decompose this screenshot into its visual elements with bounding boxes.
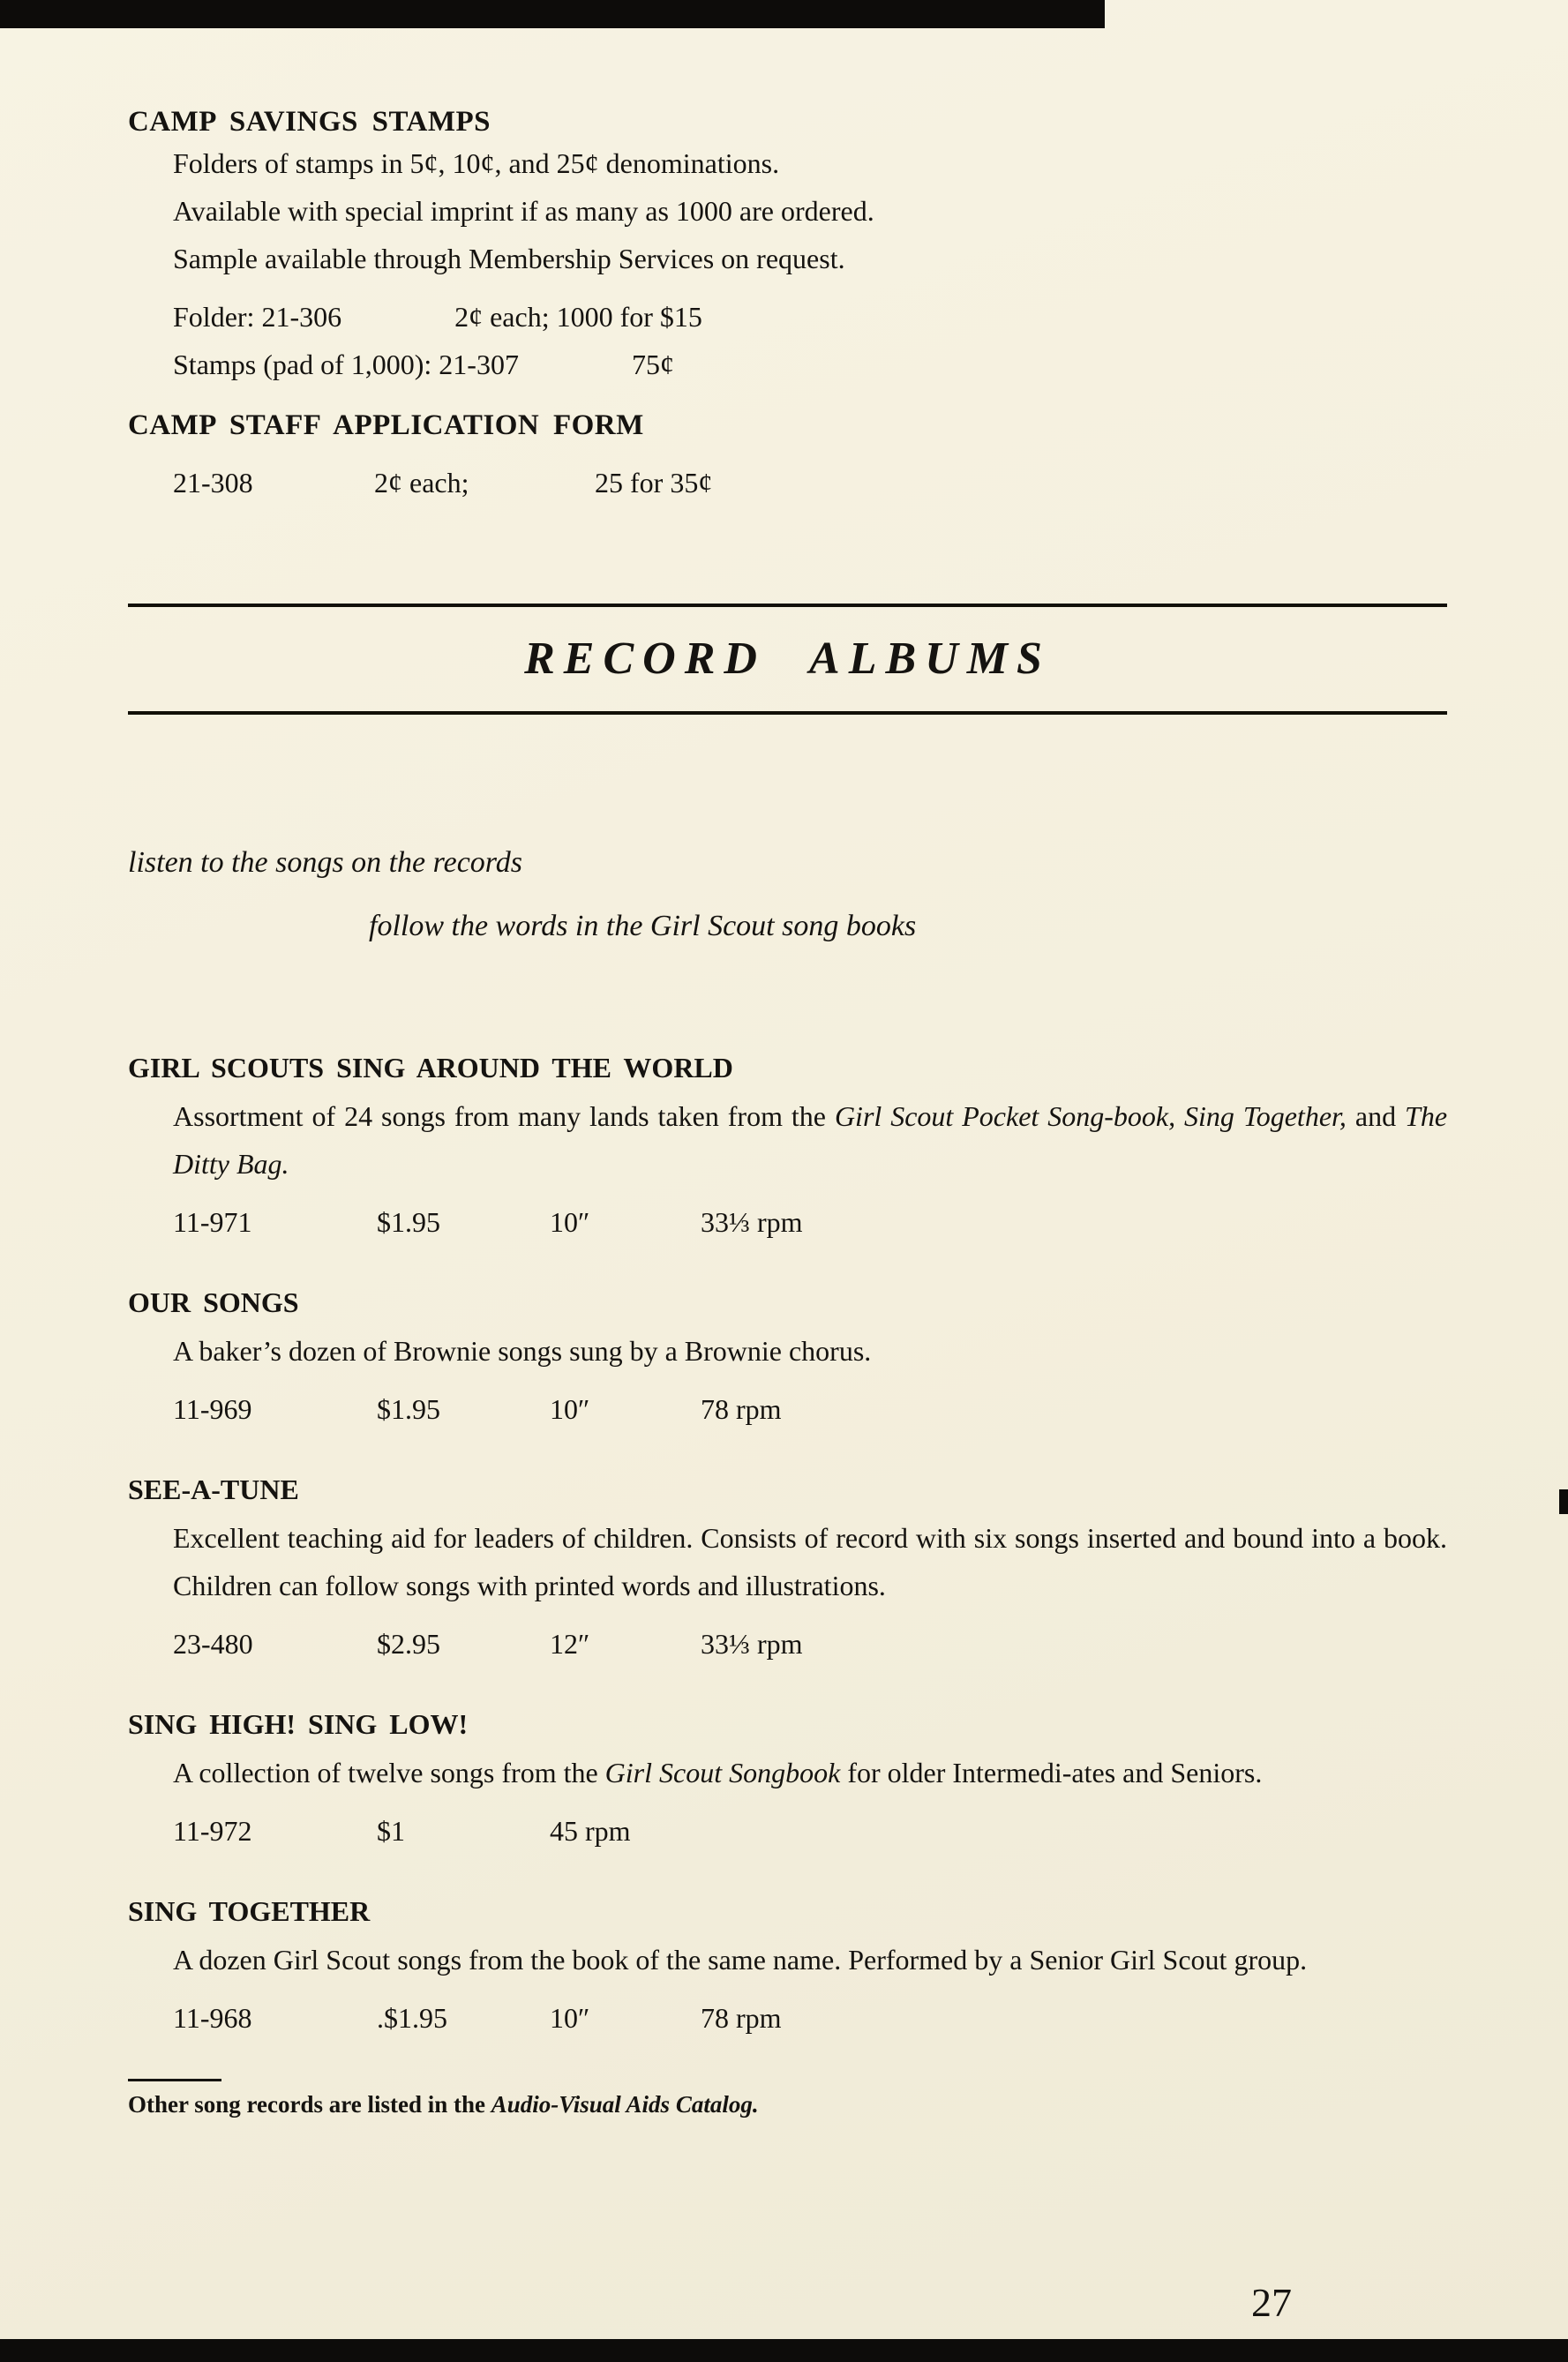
- album-speed: 45 rpm: [550, 1815, 631, 1847]
- desc-text: A collection of twelve songs from the: [173, 1757, 605, 1788]
- album-sing-together: [128, 1892, 1447, 2042]
- page-number: 27: [1251, 2280, 1292, 2325]
- album-price: .$1.95: [377, 2002, 447, 2034]
- album-code: 11-972: [173, 1815, 252, 1847]
- album-title: SING TOGETHER: [128, 1895, 371, 1927]
- album-sing-high-sing-low: [128, 1705, 1447, 1855]
- section-rule-top: [128, 604, 1447, 607]
- album-title: GIRL SCOUTS SING AROUND THE WORLD: [128, 1052, 733, 1084]
- album-speed: 78 rpm: [701, 1393, 782, 1425]
- album-code: 11-971: [173, 1206, 252, 1238]
- album-specs: [173, 1620, 1447, 1668]
- camp-staff-order-line: [173, 459, 1447, 506]
- desc-book-title: Girl Scout Songbook: [604, 1757, 841, 1788]
- section-rule-bottom: [128, 711, 1447, 715]
- desc-text: for older Intermedi-ates and Seniors.: [840, 1757, 1263, 1788]
- camp-savings-section: [128, 104, 1447, 388]
- album-our-songs: [128, 1283, 1447, 1433]
- camp-staff-heading: CAMP STAFF APPLICATION FORM: [128, 409, 644, 441]
- order-label: Folder: 21-306: [173, 301, 342, 333]
- scan-edge-top-bar: [0, 0, 1105, 28]
- record-albums-title: RECORD ALBUMS: [524, 634, 1051, 684]
- album-description: [173, 1327, 1447, 1375]
- desc-text: Excellent teaching aid for leaders of children. Consists of record with six songs inserted and bound into a book. Children can follow songs with printed words and illustrations.: [173, 1522, 1447, 1601]
- footnote: [128, 2088, 1447, 2120]
- album-girl-scouts-sing-around-the-world: [128, 1048, 1447, 1246]
- album-size: 10″: [550, 2002, 590, 2034]
- album-title: SING HIGH! SING LOW!: [128, 1708, 469, 1740]
- album-specs: [173, 1198, 1447, 1246]
- intro-line-2: follow the words in the Girl Scout song books: [369, 910, 917, 942]
- camp-savings-orders: [173, 293, 1447, 388]
- album-specs: [173, 1994, 1447, 2042]
- camp-savings-body: [173, 139, 1447, 388]
- album-speed: 33⅓ rpm: [701, 1628, 803, 1660]
- order-line-stamps: [173, 341, 1447, 388]
- album-size: 10″: [550, 1393, 590, 1425]
- album-description: [173, 1092, 1447, 1188]
- album-price: $1.95: [377, 1393, 440, 1425]
- album-see-a-tune: [128, 1470, 1447, 1668]
- camp-savings-line: Folders of stamps in 5¢, 10¢, and 25¢ denominations.: [173, 147, 780, 179]
- footnote-rule: [128, 2079, 221, 2081]
- desc-text: and: [1346, 1100, 1406, 1132]
- scan-edge-mark: [1559, 1489, 1568, 1514]
- album-price: $1: [377, 1815, 405, 1847]
- order-code: 21-308: [173, 467, 253, 499]
- album-description: [173, 1514, 1447, 1609]
- album-price: $2.95: [377, 1628, 440, 1660]
- desc-book-title: The Ditty Bag.: [173, 1100, 1448, 1180]
- order-price: 2¢ each;: [374, 467, 469, 499]
- order-quantity-price: 25 for 35¢: [595, 467, 713, 499]
- camp-savings-heading: CAMP SAVINGS STAMPS: [128, 106, 491, 138]
- album-speed: 33⅓ rpm: [701, 1206, 803, 1238]
- order-price: 75¢: [631, 349, 674, 380]
- desc-text: A dozen Girl Scout songs from the book of the same name. Performed by a Senior Girl Scout group.: [173, 1944, 1308, 1976]
- desc-text: Assortment of 24 songs from many lands taken from the: [173, 1100, 835, 1132]
- order-line-folder: [173, 293, 1447, 341]
- scan-edge-bottom-bar: [0, 2339, 1568, 2362]
- desc-text: A baker’s dozen of Brownie songs sung by a Brownie chorus.: [173, 1335, 872, 1367]
- order-label: Stamps (pad of 1,000): 21-307: [173, 349, 519, 380]
- order-price: 2¢ each; 1000 for $15: [454, 301, 702, 333]
- desc-book-title: Girl Scout Pocket Song-book, Sing Together,: [834, 1100, 1347, 1132]
- intro-line-1: listen to the songs on the records: [128, 846, 522, 879]
- album-specs: [173, 1807, 1447, 1855]
- album-size: 12″: [550, 1628, 590, 1660]
- album-code: 23-480: [173, 1628, 253, 1660]
- album-code: 11-968: [173, 2002, 252, 2034]
- album-title: OUR SONGS: [128, 1286, 299, 1318]
- album-code: 11-969: [173, 1393, 252, 1425]
- album-description: [173, 1936, 1447, 1983]
- album-size: 10″: [550, 1206, 590, 1238]
- album-price: $1.95: [377, 1206, 440, 1238]
- album-speed: 78 rpm: [701, 2002, 782, 2034]
- album-listings: [128, 1048, 1447, 2042]
- album-specs: [173, 1385, 1447, 1433]
- camp-savings-line: Sample available through Membership Services on request.: [173, 243, 845, 274]
- camp-staff-section: [128, 408, 1447, 506]
- camp-savings-line: Available with special imprint if as many as 1000 are ordered.: [173, 195, 874, 227]
- page-content: [128, 104, 1447, 2120]
- album-description: [173, 1749, 1447, 1796]
- album-title: SEE-A-TUNE: [128, 1473, 299, 1505]
- footnote-text: Other song records are listed in the: [128, 2091, 491, 2118]
- footnote-catalog-title: Audio-Visual Aids Catalog.: [491, 2091, 759, 2118]
